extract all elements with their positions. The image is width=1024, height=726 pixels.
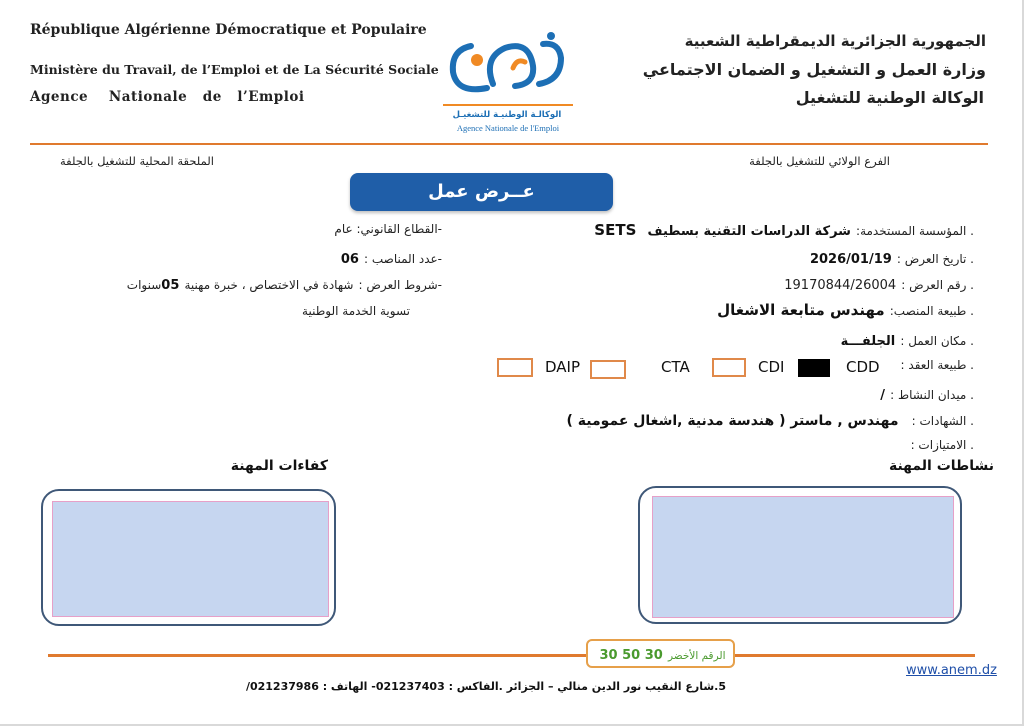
posts-label: -عدد المناصب : bbox=[364, 252, 442, 266]
branch-local: الملحقة المحلية للتشغيل بالجلفة bbox=[60, 154, 214, 168]
activity-field-row bbox=[574, 384, 974, 403]
website-link[interactable]: www.anem.dz bbox=[906, 663, 997, 678]
conditions-row bbox=[100, 274, 442, 293]
privileges-label: . الامتيازات : bbox=[910, 438, 974, 452]
header-ar-ministry: وزارة العمل و التشغيل و الضمان الاجتماعي bbox=[642, 60, 986, 79]
header-divider bbox=[30, 143, 988, 145]
legal-sector: -القطاع القانوني: عام bbox=[334, 222, 442, 236]
title-banner bbox=[350, 173, 613, 211]
header-fr-ministry: Ministère du Travail, de l’Emploi et de La Sécurité Sociale bbox=[30, 62, 439, 77]
header-fr-republic: République Algérienne Démocratique et Populaire bbox=[30, 22, 427, 38]
date-row bbox=[574, 248, 974, 267]
date-label: . تاريخ العرض : bbox=[896, 252, 974, 266]
experience-unit: سنوات bbox=[126, 278, 162, 292]
position-label: . طبيعة المنصب: bbox=[889, 304, 974, 318]
diplomas-row bbox=[474, 410, 974, 429]
contract-label: . طبيعة العقد : bbox=[900, 358, 974, 372]
diplomas-value: مهندس , ماستر ( هندسة مدنية ,اشغال عمومية ) bbox=[566, 413, 899, 429]
employer-row bbox=[574, 220, 974, 239]
offer-number-value: 19170844/26004 bbox=[784, 278, 897, 293]
contract-option-cta-label: CTA bbox=[661, 358, 690, 376]
activity-field-label: . ميدان النشاط : bbox=[890, 388, 974, 402]
contract-option-cdd-checkbox[interactable] bbox=[798, 359, 830, 377]
skills-section-title: كفاءات المهنة bbox=[230, 458, 328, 474]
activity-field-value: / bbox=[880, 388, 886, 403]
header-fr-agency: Agence Nationale de l’Emploi bbox=[30, 89, 305, 105]
agency-logo bbox=[443, 28, 573, 138]
contract-option-cdi-checkbox[interactable] bbox=[712, 358, 746, 377]
green-number-label: الرقم الأخضر bbox=[667, 650, 726, 662]
logo-rule bbox=[443, 104, 573, 106]
offer-number-label: . رقم العرض : bbox=[901, 278, 974, 292]
position-row bbox=[574, 300, 974, 319]
page-title: عــرض عمل bbox=[428, 181, 535, 202]
header-ar-agency: الوكالة الوطنية للتشغيل bbox=[795, 88, 984, 107]
contract-option-daip-label: DAIP bbox=[545, 358, 581, 376]
employer-value: شركة الدراسات التقنية بسطيف bbox=[647, 224, 851, 239]
contract-option-cdd-label: CDD bbox=[846, 358, 880, 376]
green-number-badge bbox=[586, 639, 735, 668]
skills-panel-content bbox=[52, 501, 329, 617]
activities-section-title: نشاطات المهنة bbox=[888, 458, 994, 474]
branch-wilaya: الفرع الولائي للتشغيل بالجلفة bbox=[749, 154, 890, 168]
footer-divider-right bbox=[735, 654, 975, 657]
offer-number-row bbox=[574, 274, 974, 293]
military-service: تسوية الخدمة الوطنية bbox=[302, 304, 410, 318]
anem-logo-icon bbox=[443, 28, 573, 110]
experience-years: 05 bbox=[161, 278, 180, 293]
employer-label: . المؤسسة المستخدمة: bbox=[856, 224, 974, 238]
skills-panel bbox=[41, 489, 336, 626]
employer-code: SETS bbox=[594, 221, 637, 239]
contract-option-cdi-label: CDI bbox=[758, 358, 785, 376]
footer-divider-left bbox=[48, 654, 586, 657]
activities-panel bbox=[638, 486, 962, 624]
location-row bbox=[574, 330, 974, 349]
posts-row bbox=[290, 248, 442, 267]
location-label: . مكان العمل : bbox=[900, 334, 974, 348]
logo-caption-ar: الوكالـة الوطنيـة للتشغيـل bbox=[452, 110, 562, 120]
green-number-value: 30 50 30 bbox=[599, 648, 663, 663]
activities-panel-content bbox=[652, 496, 954, 618]
date-value: 2026/01/19 bbox=[809, 252, 892, 267]
footer-address: 5.شارع النقيب نور الدين منالي – الجزائر .الفاكس : 021237403- الهاتف : 021237986/ bbox=[245, 680, 726, 693]
contract-option-daip-checkbox[interactable] bbox=[497, 358, 533, 377]
diplomas-label: . الشهادات : bbox=[911, 414, 974, 428]
contract-option-cta-checkbox[interactable] bbox=[590, 360, 626, 379]
position-value: مهندس متابعة الاشغال bbox=[717, 301, 885, 319]
header-ar-republic: الجمهورية الجزائرية الديمقراطية الشعبية bbox=[684, 32, 986, 50]
logo-caption-fr: Agence Nationale de l'Emploi bbox=[456, 123, 560, 133]
conditions-label: -شروط العرض : bbox=[358, 278, 442, 292]
posts-value: 06 bbox=[340, 252, 359, 267]
conditions-value: شهادة في الاختصاص ، خبرة مهنية bbox=[184, 278, 354, 292]
location-value: الجلفـــة bbox=[840, 334, 896, 349]
